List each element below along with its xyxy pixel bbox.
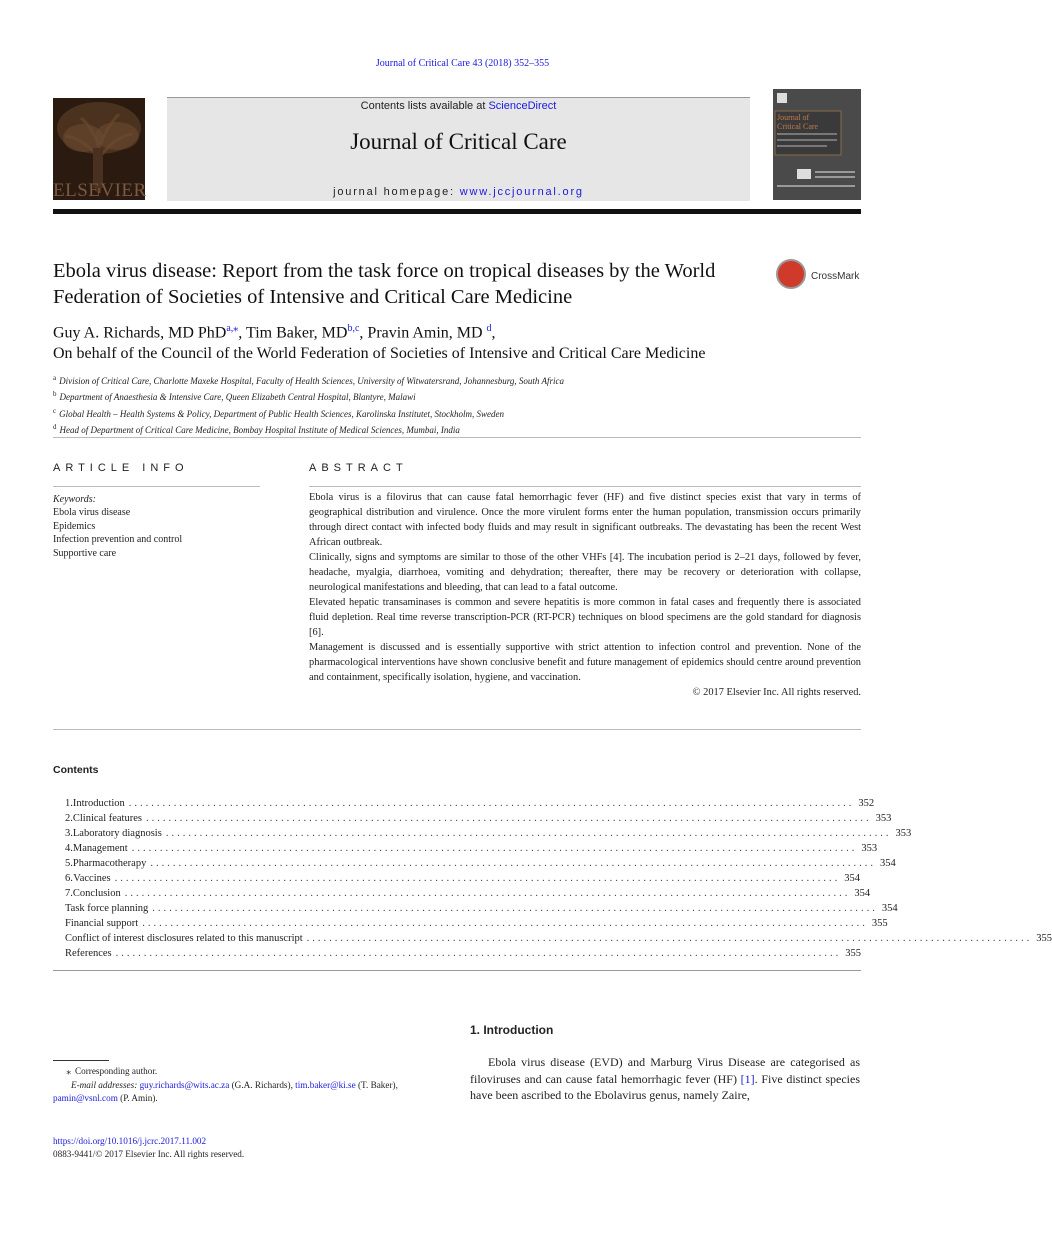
- cover-title: [777, 113, 818, 131]
- toc-leader: .................................................................................................................................: [152, 903, 878, 914]
- toc-page: 355: [871, 918, 888, 929]
- toc-label: Conflict of interest disclosures related to this manuscript: [65, 933, 303, 944]
- keyword: Infection prevention and control: [53, 534, 183, 546]
- toc-entry[interactable]: [65, 796, 875, 811]
- reference-link[interactable]: [1]: [740, 1071, 755, 1086]
- toc-number: 7.: [65, 888, 73, 899]
- author-affiliation-mark[interactable]: d: [486, 323, 492, 334]
- affiliation-item: [53, 372, 564, 388]
- affiliation-item: [53, 405, 564, 421]
- corresponding-footnote: [53, 1065, 398, 1106]
- email-link[interactable]: guy.richards@wits.ac.za: [139, 1079, 230, 1090]
- email-owner: (T. Baker),: [357, 1079, 398, 1090]
- keywords-block: [53, 493, 182, 560]
- introduction-paragraph: [470, 1054, 860, 1104]
- author-name: Tim Baker, MD: [246, 324, 348, 342]
- toc-entry[interactable]: [65, 856, 896, 871]
- toc-leader: .................................................................................................................................: [165, 828, 892, 839]
- section-divider: [53, 970, 861, 971]
- toc-label: Introduction: [72, 798, 125, 809]
- affiliation-mark: b: [53, 390, 57, 399]
- toc-page: 352: [858, 798, 875, 809]
- toc-entry[interactable]: [65, 811, 892, 826]
- doi-link[interactable]: https://doi.org/10.1016/j.jcrc.2017.11.002: [53, 1136, 207, 1146]
- toc-entry[interactable]: [65, 841, 878, 856]
- author-affiliation-mark[interactable]: a,⁎: [226, 323, 239, 334]
- author-affiliation-mark[interactable]: b,c: [347, 323, 360, 334]
- corresponding-label: Corresponding author.: [75, 1066, 158, 1076]
- article-info-heading: ARTICLE INFO: [53, 462, 189, 474]
- contents-availability: [167, 100, 750, 112]
- toc-entry[interactable]: [65, 931, 1052, 946]
- toc-entry[interactable]: [65, 946, 860, 961]
- toc-leader: .................................................................................................................................: [150, 858, 876, 869]
- toc-leader: .................................................................................................................................: [131, 843, 858, 854]
- toc-leader: .................................................................................................................................: [115, 948, 842, 959]
- abstract-paragraph: Ebola virus is a filovirus that can cause fatal hemorrhagic fever (HF) and five distinct species exist that vary in terms of geographical distribution and virulence. Once the more virulent forms enter the human population, transmission occurs primarily through direct contact with infected body fluids and may result in significant outbreaks. The devastating has been the recent West African outbreak.: [309, 492, 861, 548]
- introduction-heading: 1. Introduction: [470, 1023, 554, 1037]
- toc-entry[interactable]: [65, 871, 860, 886]
- issn-copyright: 0883-9441/© 2017 Elsevier Inc. All rights reserved.: [53, 1149, 245, 1159]
- keyword: Ebola virus disease: [53, 507, 131, 519]
- toc-page: 354: [844, 873, 860, 884]
- journal-banner: [53, 89, 861, 201]
- toc-number: 4.: [65, 843, 73, 854]
- toc-leader: .................................................................................................................................: [142, 918, 868, 929]
- toc-number: 6.: [65, 873, 73, 884]
- toc-entry[interactable]: [65, 886, 871, 901]
- toc-leader: .................................................................................................................................: [114, 873, 841, 884]
- section-divider: [53, 729, 861, 730]
- toc-entry[interactable]: [65, 901, 898, 916]
- doi-block: [53, 1135, 244, 1161]
- toc-label: Pharmacotherapy: [72, 858, 147, 869]
- elsevier-logo[interactable]: [53, 98, 145, 200]
- journal-header-box: [167, 97, 750, 201]
- section-divider: [53, 437, 861, 438]
- cover-art-icon: [773, 89, 861, 200]
- toc-label: Management: [72, 843, 128, 854]
- email-link[interactable]: pamin@vsnl.com: [53, 1093, 118, 1103]
- toc-leader: .................................................................................................................................: [128, 798, 855, 809]
- footnote-star: ⁎: [66, 1066, 71, 1076]
- footnote-rule: [53, 1060, 109, 1061]
- journal-title: Journal of Critical Care: [350, 129, 567, 154]
- homepage-link[interactable]: www.jccjournal.org: [459, 186, 584, 198]
- toc-leader: .................................................................................................................................: [124, 888, 851, 899]
- toc-page: 354: [881, 903, 898, 914]
- abstract-paragraph: Elevated hepatic transaminases is common and severe hepatitis is more common in fatal cases and frequently there is associated fluid depletion. Real time reverse transcription-PCR (RT-PCR) techniques on blood specimens are the gold standard for diagnosis [6].: [309, 597, 861, 638]
- toc-entry[interactable]: [65, 826, 912, 841]
- affiliation-text: Head of Department of Critical Care Medicine, Bombay Hospital Institute of Medical Sciences, Mumbai, India: [59, 425, 460, 436]
- affiliation-text: Global Health – Health Systems & Policy, Department of Public Health Sciences, Karolinska Institutet, Stockholm, Sweden: [59, 408, 504, 419]
- affiliation-item: [53, 388, 564, 404]
- author-separator: ,: [491, 324, 496, 342]
- toc-page: 353: [895, 828, 912, 839]
- elsevier-wordmark: ELSEVIER: [53, 180, 147, 201]
- article-info-divider: [53, 486, 260, 487]
- toc-page: 355: [845, 948, 862, 959]
- toc-label: References: [65, 948, 112, 959]
- author-separator: ,: [238, 324, 247, 342]
- toc-leader: .................................................................................................................................: [306, 933, 1033, 944]
- table-of-contents: [65, 796, 1052, 961]
- intro-text: . Five distinct species have been ascribed to the Ebolavirus genus, namely Zaire,: [470, 1071, 861, 1102]
- toc-page: 353: [861, 843, 878, 854]
- abstract-divider: [309, 486, 861, 487]
- journal-citation[interactable]: Journal of Critical Care 43 (2018) 352–355: [375, 58, 550, 69]
- toc-number: 5.: [65, 858, 73, 869]
- toc-page: 353: [875, 813, 892, 824]
- toc-page: 355: [1036, 933, 1052, 944]
- author-separator: ,: [359, 324, 368, 342]
- email-owner: (G.A. Richards),: [231, 1079, 293, 1090]
- abstract-copyright: © 2017 Elsevier Inc. All rights reserved.: [692, 687, 861, 698]
- toc-label: Clinical features: [72, 813, 142, 824]
- cover-title-text: Journal of Critical Care: [777, 113, 819, 131]
- contents-prefix: Contents lists available at: [360, 100, 486, 112]
- email-owner: (P. Amin).: [120, 1093, 158, 1103]
- toc-page: 354: [879, 858, 896, 869]
- footnote-line: [53, 1065, 398, 1079]
- crossmark-badge[interactable]: [776, 259, 862, 293]
- affiliation-item: [53, 421, 564, 437]
- affiliation-mark: d: [53, 423, 57, 432]
- abstract-paragraph: Management is discussed and is essentially supportive with strict attention to infection control and prevention. None of the pharmacological interventions have shown conclusive benefit and future management of epidemics should centre around prevention and containment, specifically isolation, hygiene, and vaccination.: [309, 642, 861, 683]
- toc-label: Vaccines: [73, 873, 111, 884]
- on-behalf-line: On behalf of the Council of the World Federation of Societies of Intensive and Critical Care Medicine: [53, 345, 706, 362]
- toc-label: Financial support: [65, 918, 139, 929]
- crossmark-label: CrossMark: [811, 271, 860, 282]
- toc-label: Conclusion: [72, 888, 121, 899]
- toc-leader: .................................................................................................................................: [145, 813, 872, 824]
- toc-entry[interactable]: [65, 916, 888, 931]
- affiliation-text: Department of Anaesthesia & Intensive Care, Queen Elizabeth Central Hospital, Blantyre, Malawi: [59, 392, 416, 403]
- article-title: Ebola virus disease: Report from the task force on tropical diseases by the World Federation of Societies of Intensive and Critical Care Medicine: [53, 260, 716, 308]
- abstract-paragraph: Clinically, signs and symptoms are similar to those of the other VHFs [4]. The incubation period is 2–21 days, followed by fever, headache, myalgia, diarrhoea, vomiting and dehydration; thereafter, there may be recovery or deterioration with collapse, neurological manifestations and bleeding, that can lead to a fatal outcome.: [309, 552, 861, 593]
- journal-homepage: [167, 186, 750, 198]
- affiliation-mark: a: [53, 374, 57, 382]
- keyword: Epidemics: [53, 520, 96, 532]
- intro-text: Ebola virus disease (EVD) and Marburg Virus Disease are categorised as filoviruses and can cause fatal hemorrhagic fever (HF): [470, 1055, 860, 1086]
- email-link[interactable]: tim.baker@ki.se: [295, 1079, 356, 1090]
- keywords-label: Keywords:: [53, 494, 96, 505]
- email-label: E-mail addresses:: [71, 1079, 138, 1090]
- journal-cover-thumbnail[interactable]: [773, 89, 861, 200]
- toc-number: 1.: [65, 798, 73, 809]
- crossmark-icon: [776, 259, 806, 289]
- footnote-line: [53, 1079, 398, 1093]
- footnote-line: [53, 1092, 398, 1106]
- author-list: [53, 323, 496, 342]
- abstract-heading: ABSTRACT: [309, 462, 408, 474]
- toc-page: 354: [854, 888, 871, 899]
- keyword: Supportive care: [53, 547, 117, 559]
- author-name: Pravin Amin, MD: [367, 324, 483, 342]
- abstract-body: [309, 490, 861, 700]
- homepage-prefix: journal homepage:: [333, 186, 455, 198]
- toc-number: 2.: [65, 813, 73, 824]
- toc-label: Laboratory diagnosis: [72, 828, 162, 839]
- sciencedirect-link[interactable]: ScienceDirect: [488, 100, 557, 112]
- affiliations: [53, 372, 564, 438]
- affiliation-text: Division of Critical Care, Charlotte Maxeke Hospital, Faculty of Health Sciences, University of Witwatersrand, Johannesburg, South Africa: [59, 376, 564, 386]
- contents-heading: Contents: [53, 764, 99, 776]
- toc-label: Task force planning: [65, 903, 149, 914]
- header-divider: [53, 209, 861, 214]
- author-name: Guy A. Richards, MD PhD: [53, 324, 227, 342]
- affiliation-mark: c: [53, 406, 57, 415]
- toc-number: 3.: [65, 828, 73, 839]
